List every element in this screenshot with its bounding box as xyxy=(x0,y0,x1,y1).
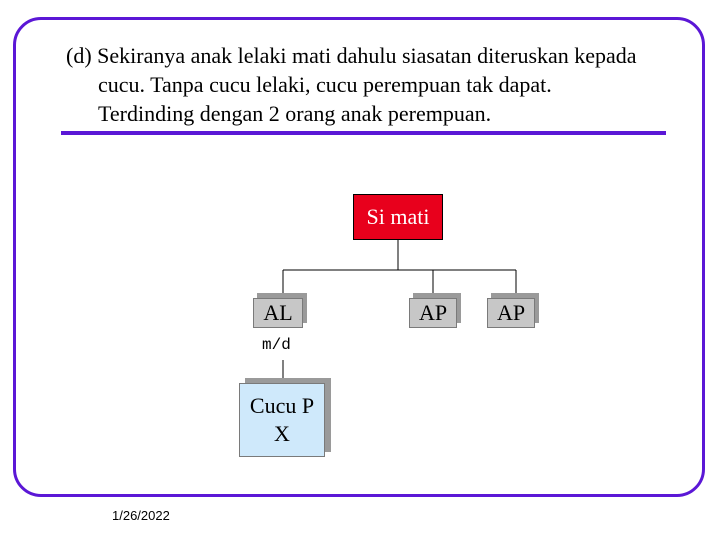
node-si-mati xyxy=(353,194,443,240)
node-ap-2 xyxy=(487,298,535,328)
slide-date: 1/26/2022 xyxy=(112,508,170,523)
node-ap-2-label: AP xyxy=(496,300,526,325)
node-si-mati-label: Si mati xyxy=(366,204,430,229)
node-cucu-label-1: Cucu P xyxy=(249,393,315,418)
node-al xyxy=(253,298,303,328)
al-note-md: m/d xyxy=(262,336,291,354)
node-ap-1-label: AP xyxy=(418,300,448,325)
node-al-label: AL xyxy=(263,300,293,325)
title-line-3: Terdinding dengan 2 orang anak perempuan. xyxy=(98,101,492,126)
node-cucu-p xyxy=(239,383,325,457)
node-cucu-label-2: X xyxy=(274,421,290,446)
title-line-2: cucu. Tanpa cucu lelaki, cucu perempuan tak dapat. xyxy=(98,72,552,97)
title-line-1: (d) Sekiranya anak lelaki mati dahulu siasatan diteruskan kepada xyxy=(66,43,637,68)
node-ap-1 xyxy=(409,298,457,328)
